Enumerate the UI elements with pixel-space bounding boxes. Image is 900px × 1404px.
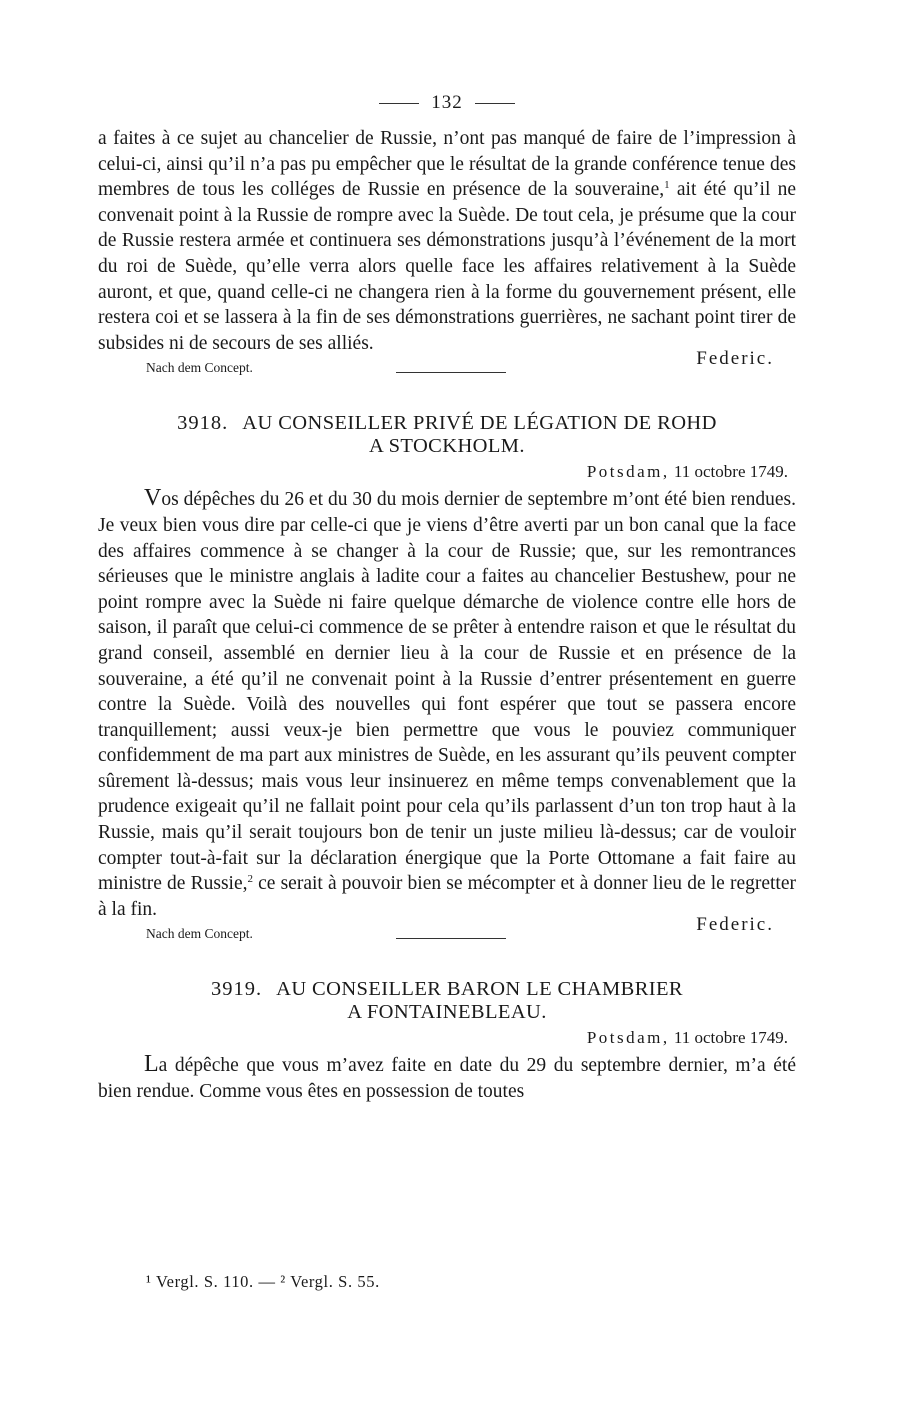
page-number	[98, 92, 796, 126]
source-note: Nach dem Concept.	[146, 360, 253, 376]
footnote-marker-1: 1	[664, 179, 670, 192]
section-divider	[396, 372, 506, 373]
continuation-paragraph	[98, 126, 796, 356]
letter-3918-number: 3918.	[177, 412, 229, 435]
letter-3919-body: La dépêche que vous m’avez faite en date du 29 du septembre dernier, m’a été bien rendue. Comme vous êtes en possession de toutes	[98, 1051, 796, 1103]
document-page	[98, 92, 796, 1105]
page-number-rule-left	[379, 103, 419, 104]
letter-3918-title-line2: A STOCKHOLM.	[369, 435, 525, 458]
letter-3919-place: Potsdam,	[586, 1028, 670, 1048]
letter-3918-place: Potsdam,	[586, 462, 670, 482]
letter-3918-text-2: ce serait à pouvoir bien se mécompter et à donner lieu de le regretter à la fin.	[98, 873, 796, 920]
letter-3918-title-line1: AU CONSEILLER PRIVÉ DE LÉGATION DE ROHD	[242, 412, 717, 435]
section-divider	[396, 938, 506, 939]
letter-3919-title-line2: A FONTAINEBLEAU.	[347, 1001, 547, 1024]
letter-3918-dateline	[98, 462, 788, 486]
letter-3918-text-1: Vos dépêches du 26 et du 30 du mois dernier de septembre m’ont été bien rendues. Je veux bien vous dire par celle-ci que je viens d’être averti par un bon canal que la face des affaires commence à se changer à la cour de Russie; que, sur les remontrances sérieuses que le ministre anglais à ladite cour a faites au chancelier Bestushew, pour ne point rompre avec la Suède ni faire quelque démarche de violence contre elle hors de saison, il paraît que celui-ci commence de se prêter à entendre raison et que le résultat du grand conseil, assemblé en dernier lieu à la cour de Russie et en présence de la souveraine, a été qu’il ne convenait point à la Russie d’entrer présentement en guerre contre la Suède. Voilà des nouvelles qui font espérer que tout se passera encore tranquillement; aussi veux-je bien permettre que vous le pouviez communiquer confidemment de ma part aux ministres de Suède, en les assurant qu’ils peuvent compter sûrement là-dessus; mais vous leur insinuerez en même temps convenablement que la prudence exigeait qu’il ne fallait point pour cela qu’ils parlassent d’un ton trop haut à la Russie, mais qu’il serait toujours bon de tenir un juste milieu là-dessus; car de vouloir compter tout-à-fait sur la déclaration énergique que la Porte Ottomane a fait faire au ministre de Russie,	[98, 485, 796, 895]
signature: Federic.	[696, 914, 774, 936]
letter-3918-heading	[98, 412, 796, 458]
letter-3919-heading	[98, 978, 796, 1024]
footnote-marker-2: 2	[247, 873, 253, 886]
signature: Federic.	[696, 348, 774, 370]
letter-3918-date: 11 octobre 1749.	[673, 462, 788, 482]
page-number-rule-right	[475, 103, 515, 104]
continuation-text-1: a faites à ce sujet au chancelier de Russie, n’ont pas manqué de faire de l’impression à celui-ci, ainsi qu’il n’a pas pu empêcher que le résultat de la grande conférence tenue des membres de tous les colléges de Russie en présence de la souveraine,	[98, 128, 796, 201]
source-note: Nach dem Concept.	[146, 926, 253, 942]
continuation-text-2: ait été qu’il ne convenait point à la Russie de rompre avec la Suède. De tout cela, je présume que la cour de Russie restera armée et continuera ses démonstrations jusqu’à l’événement de la mort du roi de Suède, qu’elle verra alors quelle face les affaires relativement à la Suède auront, et que, quand celle-ci ne changera rien à la forme du gouvernement présent, elle restera coi et se lassera à la fin de ses démonstrations guerrières, ne sachant point tirer de subsides ni de secours de ses alliés.	[98, 179, 796, 354]
letter-3919-title-line1: AU CONSEILLER BARON LE CHAMBRIER	[276, 978, 683, 1001]
letter-3918-closing	[98, 914, 796, 944]
letter-3919-date: 11 octobre 1749.	[673, 1028, 788, 1048]
letter-3919-number: 3919.	[211, 978, 263, 1001]
letter-3918-body	[98, 486, 796, 922]
page-number-value: 132	[431, 92, 463, 113]
letter-3919-dateline	[98, 1028, 788, 1052]
footnotes: ¹ Vergl. S. 110. — ² Vergl. S. 55.	[146, 1272, 380, 1291]
continuation-closing	[98, 348, 796, 378]
